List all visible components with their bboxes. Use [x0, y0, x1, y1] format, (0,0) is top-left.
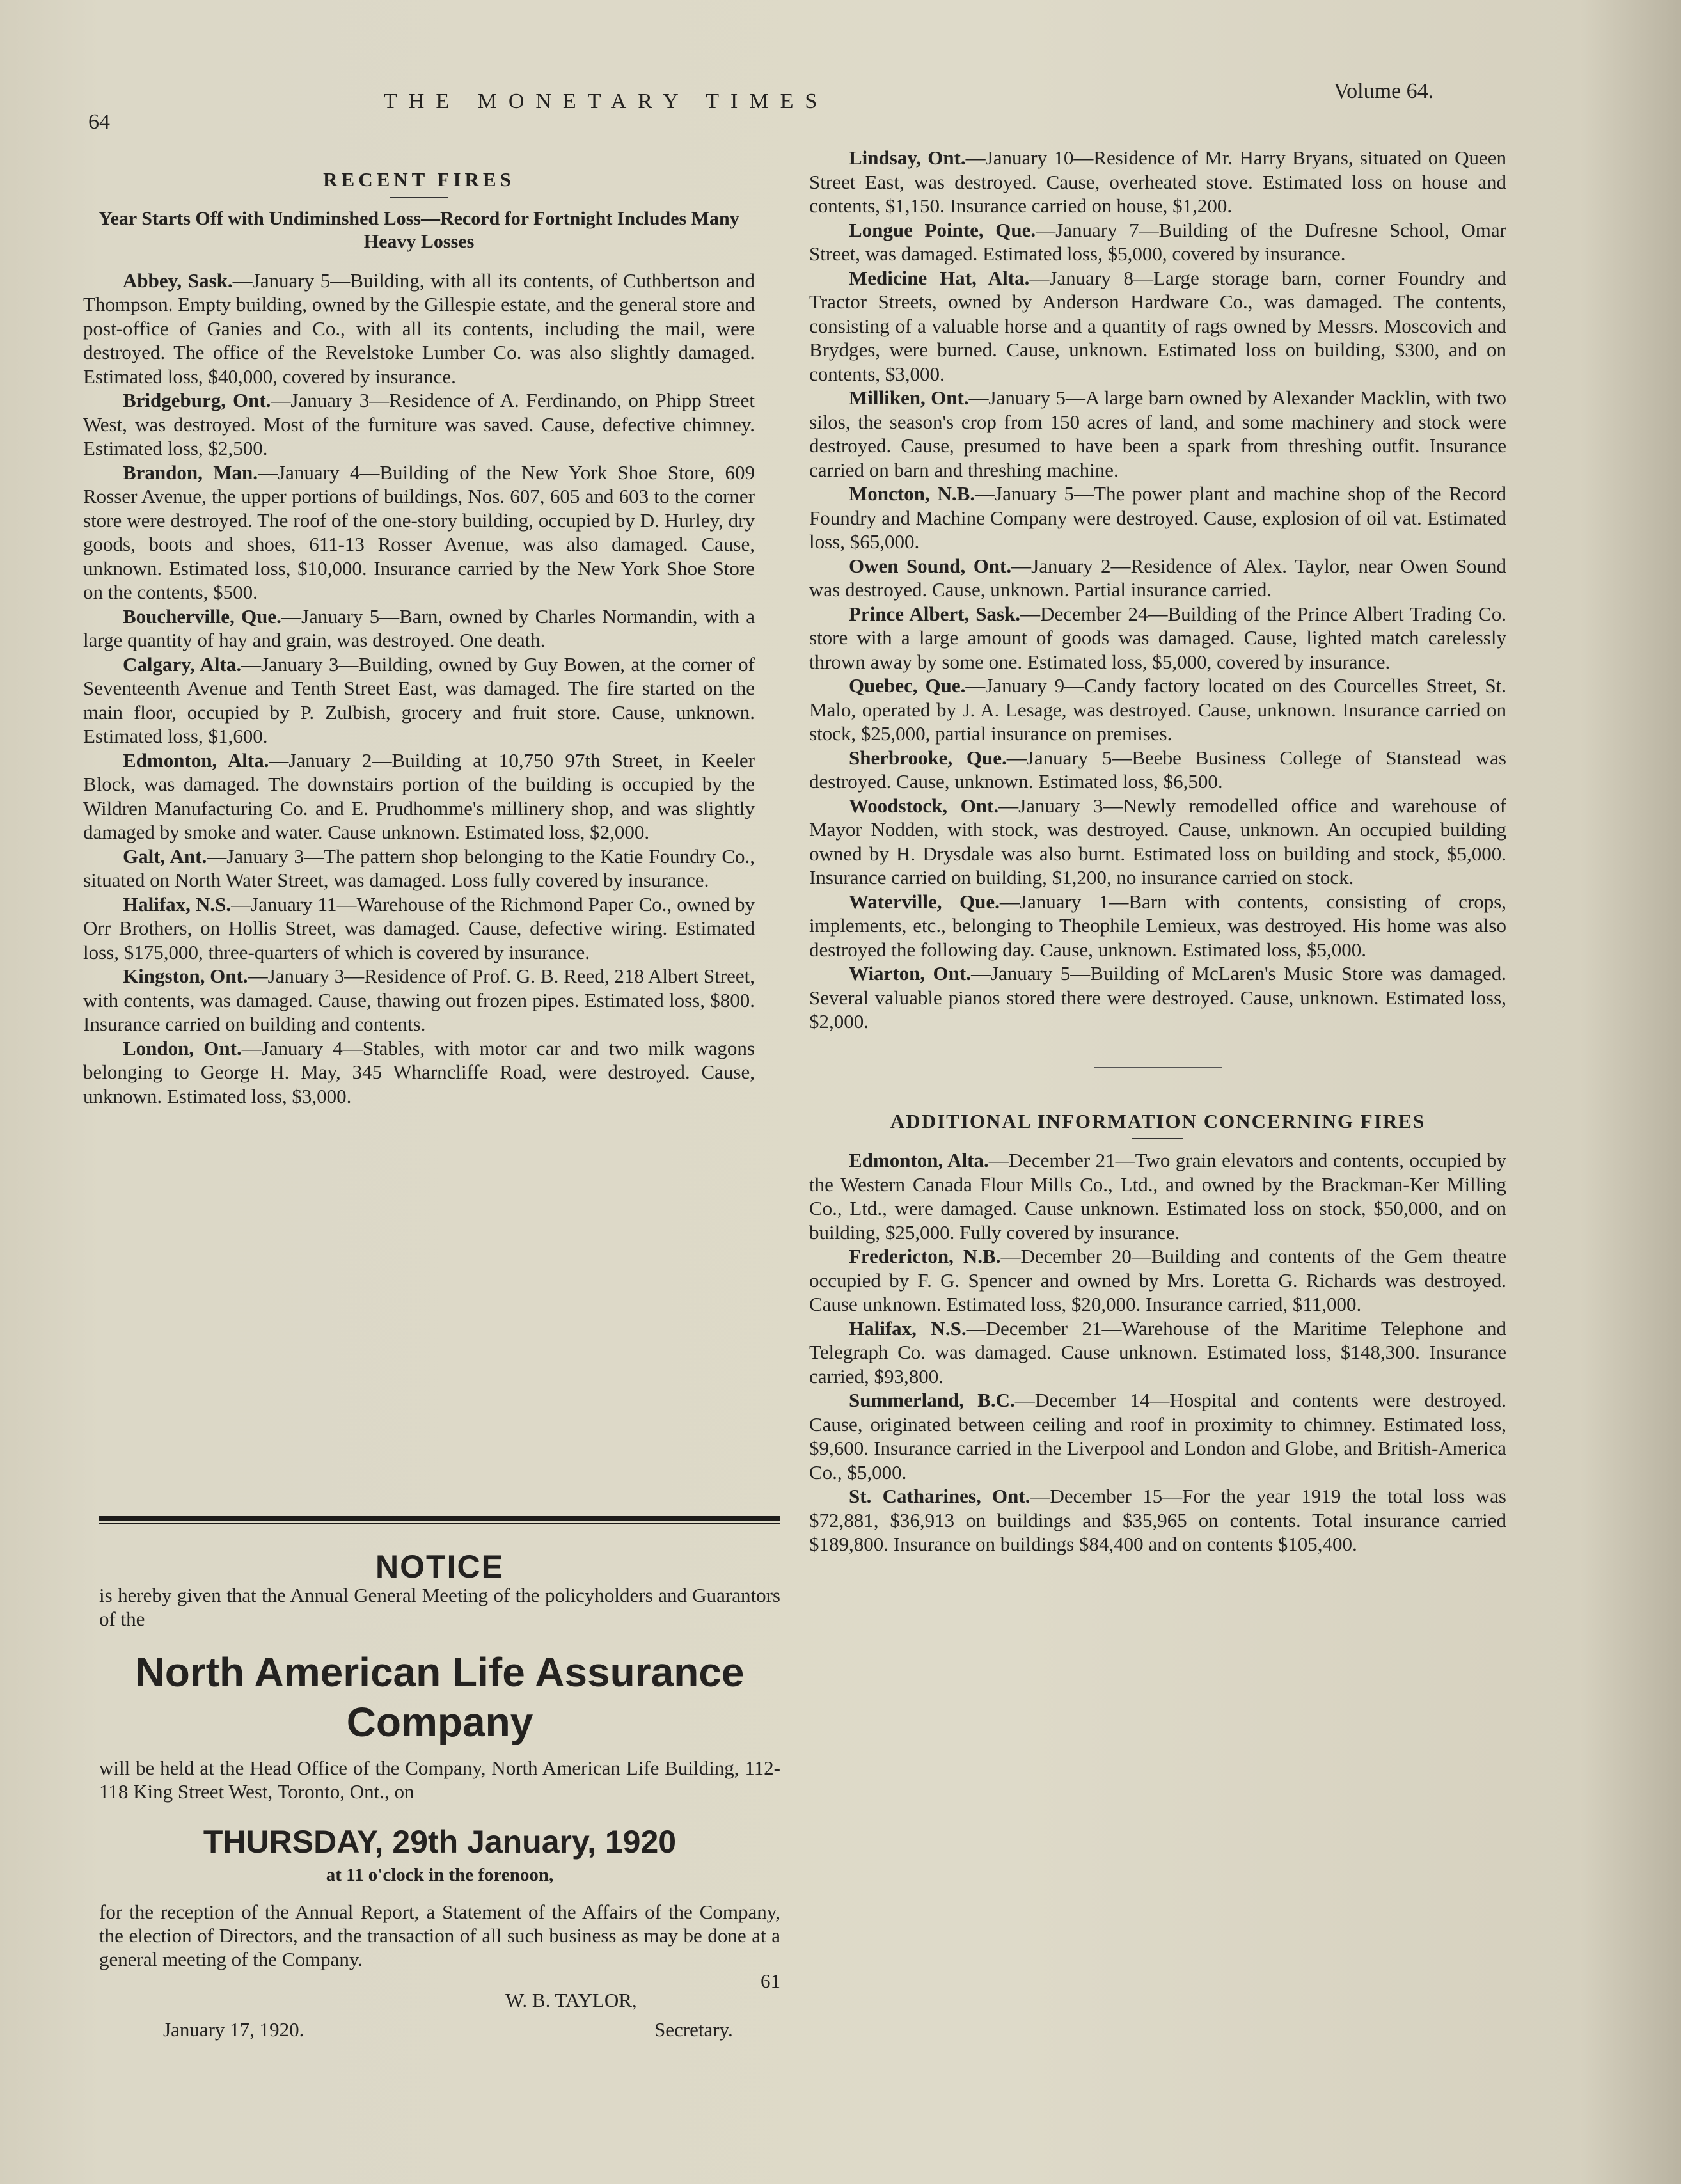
- fire-entry: [809, 674, 1506, 746]
- fire-entry: [83, 653, 755, 748]
- entry-text: —January 5—Barn, owned by Charles Normandin, with a large quantity of hay and grain, was destroyed. One death.: [83, 605, 755, 651]
- entry-text: —December 21—Two grain elevators and contents, occupied by the Western Canada Flour Mills Co., Ltd., and owned by the Brackman-Ker Milling Co., Ltd., were damaged. Cause unknown. Estimated loss on stock, $50,000, and on building, $25,000. Fully covered by insurance.: [809, 1149, 1506, 1244]
- notice-title: NOTICE: [375, 1549, 504, 1585]
- section-title-recent-fires: RECENT FIRES: [323, 168, 515, 191]
- signature-block: [99, 1989, 780, 2044]
- fire-entry: [83, 605, 755, 653]
- notice-location: will be held at the Head Office of the Company, North American Life Building, 112-118 King Street West, Toronto, Ont., on: [99, 1757, 780, 1803]
- entry-text: —December 24—Building of the Prince Albert Trading Co. store with a large amount of goods was damaged. Cause, lighted match carelessly thrown away by some one. Estimated loss, $5,000, covered by insurance.: [809, 602, 1506, 673]
- entry-text: —January 2—Building at 10,750 97th Street, in Keeler Block, was damaged. The downstairs portion of the building is occupied by the Wildren Manufacturing Co. and E. Prudhomme's millinery shop, and was slightly damaged by smoke and water. Cause unknown. Estimated loss, $2,000.: [83, 748, 755, 843]
- notice-purpose: for the reception of the Annual Report, a Statement of the Affairs of the Company, the election of Directors, and the transaction of all such business as may be done at a general meeting of the Company.: [99, 1901, 780, 1970]
- entry-place: Bridgeburg, Ont.: [123, 389, 271, 411]
- fire-entry: [83, 461, 755, 605]
- section-title-additional: ADDITIONAL INFORMATION CONCERNING FIRES: [890, 1109, 1426, 1132]
- entry-text: —January 8—Large storage barn, corner Foundry and Tractor Streets, owned by Anderson Hardware Co., was damaged. The contents, consisting of a valuable horse and a quantity of rags owned by Messrs. Moscovich and Brydges, were burned. Cause, unknown. Estimated loss on building, $300, and on contents, $3,000.: [809, 266, 1506, 385]
- fire-entry: [83, 1036, 755, 1109]
- signer-title: Secretary.: [654, 2018, 733, 2041]
- entry-place: Medicine Hat, Alta.: [849, 266, 1030, 289]
- entry-text: —December 14—Hospital and contents were destroyed. Cause, originated between ceiling and roof in proximity to chimney. Estimated loss, $9,600. Insurance carried in the Liverpool and London and Globe, and British-America Co., $5,000.: [809, 1389, 1506, 1484]
- section-subtitle: Year Starts Off with Undiminshed Loss—Record for Fortnight Includes Many Heavy Losses: [99, 207, 739, 252]
- additional-entry: [809, 1148, 1506, 1244]
- notice-intro: is hereby given that the Annual General Meeting of the policyholders and Guarantors of the: [99, 1584, 780, 1630]
- meeting-date: THURSDAY, 29th January, 1920: [203, 1824, 677, 1860]
- signer-name: W. B. TAYLOR,: [505, 1989, 637, 2011]
- entry-place: St. Catharines, Ont.: [849, 1485, 1030, 1507]
- fire-entry: [83, 269, 755, 389]
- entry-text: —January 7—Building of the Dufresne School, Omar Street, was damaged. Estimated loss, $5,000, covered by insurance.: [809, 218, 1506, 265]
- entry-place: Brandon, Man.: [123, 461, 258, 484]
- fire-entry: [809, 482, 1506, 554]
- entry-place: Halifax, N.S.: [123, 892, 232, 915]
- entry-text: —January 3—Residence of Prof. G. B. Reed, 218 Albert Street, with contents, was damaged. Cause, thawing out frozen pipes. Estimated loss, $800. Insurance carried on building and contents.: [83, 965, 755, 1035]
- entry-text: —January 5—The power plant and machine shop of the Record Foundry and Machine Company were destroyed. Cause, explosion of oil vat. Estimated loss, $65,000.: [809, 482, 1506, 553]
- fire-entry: [809, 386, 1506, 482]
- left-column: [83, 168, 755, 1108]
- signed-date: January 17, 1920.: [163, 2018, 304, 2041]
- entry-place: Prince Albert, Sask.: [849, 602, 1021, 625]
- entry-text: —January 10—Residence of Mr. Harry Bryans, situated on Queen Street East, was destroyed. Cause, overheated stove. Estimated loss on house and contents, $1,150. Insurance carried on house, $1,200.: [809, 146, 1506, 217]
- entry-place: Lindsay, Ont.: [849, 146, 966, 169]
- entry-place: Sherbrooke, Que.: [849, 746, 1007, 769]
- entry-text: —January 3—Building, owned by Guy Bowen, at the corner of Seventeenth Avenue and Tenth Street East, was damaged. The fire started on the main floor, occupied by P. Zulbish, grocery and fruit store. Cause, unknown. Estimated loss, $1,600.: [83, 653, 755, 747]
- fire-entry: [809, 146, 1506, 218]
- fire-entry: [809, 746, 1506, 794]
- entry-text: —January 5—Building, with all its contents, of Cuthbertson and Thompson. Empty building, owned by the Gillespie estate, and the general store and post-office of Ganies and Co., with all its contents, including the mail, were destroyed. The office of the Revelstoke Lumber Co. was also slightly damaged. Estimated loss, $40,000, covered by insurance.: [83, 269, 755, 388]
- entry-text: —December 21—Warehouse of the Maritime Telephone and Telegraph Co. was damaged. Cause unknown. Estimated loss, $148,300. Insurance carried, $93,800.: [809, 1317, 1506, 1388]
- entry-text: —January 5—A large barn owned by Alexander Macklin, with two silos, the season's crop from 150 acres of land, and some machinery and stock were destroyed. Cause, presumed to have been a spark from threshing outfit. Insurance carried on barn and threshing machine.: [809, 386, 1506, 481]
- volume-label: Volume 64.: [1334, 79, 1434, 103]
- fire-entry: [809, 602, 1506, 674]
- entry-place: Milliken, Ont.: [849, 386, 969, 409]
- fire-entry: [83, 892, 755, 965]
- entry-place: Kingston, Ont.: [123, 965, 248, 987]
- fire-entry: [83, 964, 755, 1036]
- entry-place: Abbey, Sask.: [123, 269, 233, 292]
- entry-place: Wiarton, Ont.: [849, 962, 971, 985]
- entry-place: London, Ont.: [123, 1036, 242, 1059]
- entry-place: Waterville, Que.: [849, 890, 1000, 913]
- right-column: [809, 146, 1506, 1556]
- title-rule: [390, 197, 448, 198]
- entry-place: Owen Sound, Ont.: [849, 554, 1012, 577]
- notice-top-rule: [99, 1516, 780, 1521]
- entry-place: Quebec, Que.: [849, 674, 966, 697]
- additional-entry: [809, 1388, 1506, 1484]
- entry-text: —January 5—Beebe Business College of Stanstead was destroyed. Cause, unknown. Estimated loss, $6,500.: [809, 746, 1506, 793]
- entry-place: Edmonton, Alta.: [849, 1149, 989, 1171]
- entry-text: —December 15—For the year 1919 the total loss was $72,881, $36,913 on buildings and $35,965 on contents. Total insurance carried $189,800. Insurance on buildings $84,400 and on contents $105,400.: [809, 1485, 1506, 1555]
- entry-text: —January 9—Candy factory located on des Courcelles Street, St. Malo, operated by J. A. Lesage, was destroyed. Cause, unknown. Insurance carried on stock, $25,000, partial insurance on premises.: [809, 674, 1506, 745]
- fire-entry: [809, 218, 1506, 266]
- entry-text: —January 4—Stables, with motor car and two milk wagons belonging to George H. May, 345 Wharncliffe Road, were destroyed. Cause, unknown. Estimated loss, $3,000.: [83, 1036, 755, 1107]
- entry-place: Fredericton, N.B.: [849, 1245, 1001, 1267]
- entry-text: —January 5—Building of McLaren's Music Store was damaged. Several valuable pianos stored there were destroyed. Cause, unknown. Estimated loss, $2,000.: [809, 962, 1506, 1033]
- entry-text: —January 3—Residence of A. Ferdinando, on Phipp Street West, was destroyed. Most of the furniture was saved. Cause, defective chimney. Estimated loss, $2,500.: [83, 389, 755, 459]
- fire-entry: [83, 844, 755, 892]
- meeting-time: at 11 o'clock in the forenoon,: [326, 1865, 554, 1885]
- entry-place: Edmonton, Alta.: [123, 748, 269, 772]
- title-rule: [1132, 1138, 1183, 1139]
- page-number: 64: [88, 110, 110, 134]
- entry-place: Boucherville, Que.: [123, 605, 281, 628]
- entry-place: Galt, Ant.: [123, 844, 207, 867]
- additional-entry: [809, 1317, 1506, 1389]
- notice-advertisement: [99, 1516, 780, 2044]
- fire-entry: [809, 794, 1506, 890]
- section-divider: [1094, 1067, 1222, 1068]
- fire-entry: [809, 890, 1506, 962]
- fire-entry: [809, 554, 1506, 602]
- entry-text: —January 3—Newly remodelled office and warehouse of Mayor Nodden, with stock, was destroyed. Cause, unknown. An occupied building owned by H. Drysdale was also burnt. Estimated loss on building and stock, $5,000. Insurance carried on building, $1,200, no insurance carried on stock.: [809, 794, 1506, 889]
- fire-entry: [83, 388, 755, 461]
- notice-top-rule-thin: [99, 1523, 780, 1524]
- entry-place: Halifax, N.S.: [849, 1317, 967, 1340]
- entry-text: —January 4—Building of the New York Shoe Store, 609 Rosser Avenue, the upper portions of buildings, Nos. 607, 605 and 603 to the corner store were destroyed. The roof of the one-story building, occupied by D. Hurley, dry goods, boots and shoes, 611-13 Rosser Avenue, was also damaged. Cause, unknown. Estimated loss, $10,000. Insurance carried by the New York Shoe Store on the contents, $500.: [83, 461, 755, 603]
- entry-place: Woodstock, Ont.: [849, 794, 999, 817]
- entry-place: Summerland, B.C.: [849, 1389, 1015, 1411]
- fire-entry: [809, 961, 1506, 1034]
- entry-text: —January 11—Warehouse of the Richmond Paper Co., owned by Orr Brothers, on Hollis Street, was damaged. Cause, defective wiring. Estimated loss, $175,000, three-quarters of which is covered by insurance.: [83, 892, 755, 963]
- company-name: North American Life Assurance Company: [135, 1649, 745, 1745]
- running-title: THE MONETARY TIMES: [384, 90, 829, 113]
- fire-entry: [809, 266, 1506, 386]
- additional-entry: [809, 1244, 1506, 1317]
- fire-entry: [83, 748, 755, 844]
- entry-place: Longue Pointe, Que.: [849, 218, 1036, 241]
- entry-place: Calgary, Alta.: [123, 653, 242, 676]
- entry-text: —December 20—Building and contents of the Gem theatre occupied by F. G. Spencer and owned by Mrs. Loretta G. Richards was destroyed. Cause unknown. Estimated loss, $20,000. Insurance carried, $11,000.: [809, 1245, 1506, 1315]
- ad-reference-number: 61: [761, 1970, 780, 1992]
- entry-place: Moncton, N.B.: [849, 482, 975, 505]
- additional-entry: [809, 1484, 1506, 1556]
- entry-text: —January 2—Residence of Alex. Taylor, near Owen Sound was destroyed. Cause, unknown. Partial insurance carried.: [809, 554, 1507, 601]
- entry-text: —January 3—The pattern shop belonging to the Katie Foundry Co., situated on North Water Street, was damaged. Loss fully covered by insurance.: [83, 844, 755, 891]
- entry-text: —January 1—Barn with contents, consisting of crops, implements, etc., belonging to Theophile Lemieux, was destroyed. His home was also destroyed the following day. Cause, unknown. Estimated loss, $5,000.: [809, 890, 1507, 961]
